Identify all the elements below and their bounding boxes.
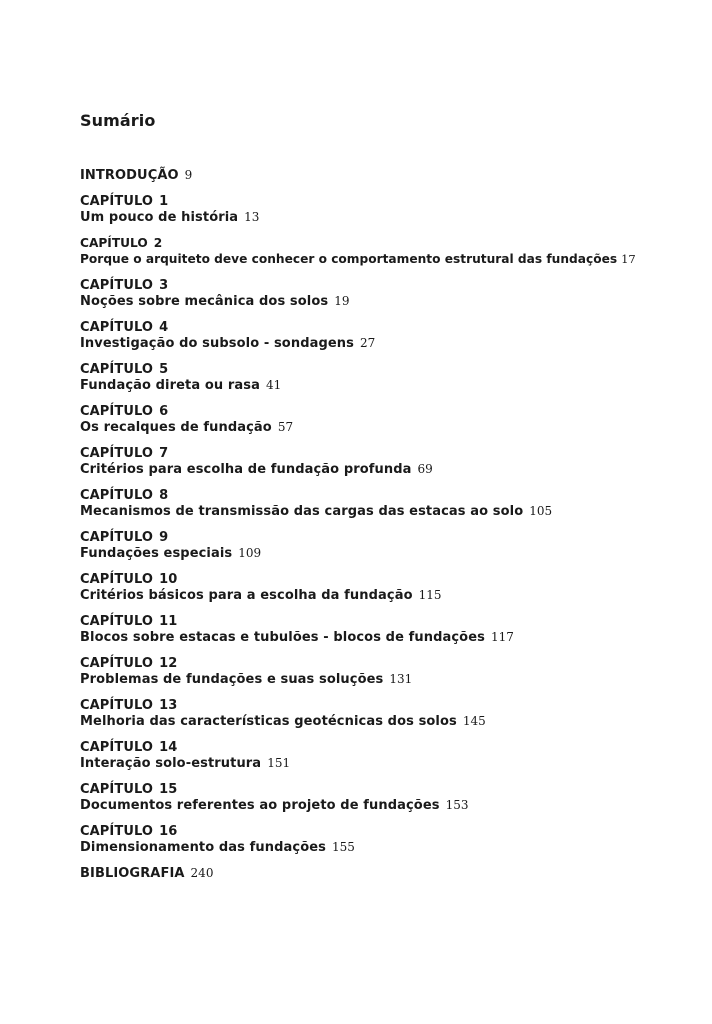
toc-entry-chapter <box>80 823 680 855</box>
chapter-number: 9 <box>159 530 169 545</box>
toc-entry-chapter <box>80 739 680 771</box>
toc-entry-chapter <box>80 655 680 687</box>
chapter-title: Problemas de fundações e suas soluções <box>80 672 384 687</box>
chapter-title: Blocos sobre estacas e tubulões - blocos de fundações <box>80 630 485 645</box>
chapter-title: Melhoria das características geotécnicas dos solos <box>80 714 457 729</box>
chapter-page-number: 27 <box>360 336 376 350</box>
toc-entry-introduction <box>80 167 680 183</box>
chapter-label: CAPÍTULO <box>80 530 154 545</box>
toc-entry-chapter <box>80 613 680 645</box>
chapter-label: CAPÍTULO <box>80 656 154 671</box>
chapter-number: 7 <box>159 446 169 461</box>
chapter-page-number: 155 <box>331 840 355 854</box>
chapter-label: CAPÍTULO <box>80 614 154 629</box>
chapter-page-number: 151 <box>267 756 291 770</box>
table-of-contents <box>80 111 680 891</box>
chapter-number: 10 <box>159 572 178 587</box>
chapter-number: 8 <box>159 488 169 503</box>
chapter-page-number: 117 <box>490 630 514 644</box>
chapter-page-number: 19 <box>334 294 350 308</box>
chapter-number: 5 <box>159 362 169 377</box>
chapter-title: Porque o arquiteto deve conhecer o comportamento estrutural das fundações <box>80 252 618 266</box>
toc-entry-bibliography <box>80 865 680 881</box>
chapter-label: CAPÍTULO <box>80 740 154 755</box>
chapter-label: CAPÍTULO <box>80 572 154 587</box>
chapter-number: 12 <box>159 656 178 671</box>
chapter-title: Interação solo-estrutura <box>80 756 262 771</box>
chapter-number: 15 <box>159 782 178 797</box>
chapter-title: Fundação direta ou rasa <box>80 378 260 393</box>
chapter-title: Critérios básicos para a escolha da fundação <box>80 588 413 603</box>
chapter-page-number: 115 <box>418 588 442 602</box>
toc-entry-chapter <box>80 529 680 561</box>
toc-entry-chapter <box>80 193 680 225</box>
chapter-label: CAPÍTULO <box>80 320 154 335</box>
chapter-page-number: 145 <box>462 714 486 728</box>
chapter-page-number: 41 <box>265 378 282 392</box>
chapter-label: CAPÍTULO <box>80 404 154 419</box>
toc-entry-chapter <box>80 403 680 435</box>
chapter-label: CAPÍTULO <box>80 278 154 293</box>
chapter-number: 6 <box>159 404 169 419</box>
chapter-label: CAPÍTULO <box>80 446 154 461</box>
chapter-page-number: 105 <box>529 504 553 518</box>
toc-entry-chapter <box>80 361 680 393</box>
toc-entry-chapter <box>80 445 680 477</box>
chapter-page-number: 57 <box>277 420 294 434</box>
chapter-title: Um pouco de história <box>80 210 239 225</box>
toc-entry-chapter <box>80 571 680 603</box>
chapter-title: Critérios para escolha de fundação profunda <box>80 462 412 477</box>
chapter-title: Os recalques de fundação <box>80 420 272 435</box>
chapter-label: CAPÍTULO <box>80 194 154 209</box>
bibliography-page-number: 240 <box>190 866 214 880</box>
chapter-number: 1 <box>159 194 169 209</box>
chapter-number: 16 <box>159 824 178 839</box>
bibliography-label: BIBLIOGRAFIA <box>80 866 185 881</box>
chapter-page-number: 109 <box>238 546 262 560</box>
chapter-number: 13 <box>159 698 178 713</box>
introduction-label: INTRODUÇÃO <box>80 168 179 183</box>
chapter-page-number: 69 <box>417 462 433 476</box>
chapter-number: 4 <box>159 320 169 335</box>
toc-entry-chapter <box>80 697 680 729</box>
chapter-title: Dimensionamento das fundações <box>80 840 326 855</box>
chapter-title: Noções sobre mecânica dos solos <box>80 294 329 309</box>
chapter-number: 14 <box>159 740 178 755</box>
chapter-page-number: 13 <box>244 210 260 224</box>
chapter-label: CAPÍTULO <box>80 824 154 839</box>
chapter-page-number: 131 <box>389 672 413 686</box>
chapter-number: 2 <box>153 236 163 250</box>
chapter-title: Fundações especiais <box>80 546 233 561</box>
toc-entry-chapter <box>80 277 680 309</box>
chapter-label: CAPÍTULO <box>80 698 154 713</box>
chapter-title: Investigação do subsolo - sondagens <box>80 336 354 351</box>
page-title: Sumário <box>80 111 156 130</box>
chapter-label: CAPÍTULO <box>80 782 154 797</box>
toc-entry-chapter <box>80 235 680 267</box>
introduction-page-number: 9 <box>184 168 193 182</box>
chapter-page-number: 153 <box>445 798 469 812</box>
chapter-number: 3 <box>159 278 169 293</box>
toc-entry-chapter <box>80 781 680 813</box>
toc-entry-chapter <box>80 487 680 519</box>
chapter-list <box>80 193 680 855</box>
chapter-label: CAPÍTULO <box>80 236 148 250</box>
chapter-label: CAPÍTULO <box>80 488 154 503</box>
chapter-label: CAPÍTULO <box>80 362 154 377</box>
chapter-number: 11 <box>159 614 178 629</box>
toc-entry-chapter <box>80 319 680 351</box>
chapter-page-number: 17 <box>621 252 636 266</box>
chapter-title: Documentos referentes ao projeto de fundações <box>80 798 440 813</box>
chapter-title: Mecanismos de transmissão das cargas das estacas ao solo <box>80 504 524 519</box>
